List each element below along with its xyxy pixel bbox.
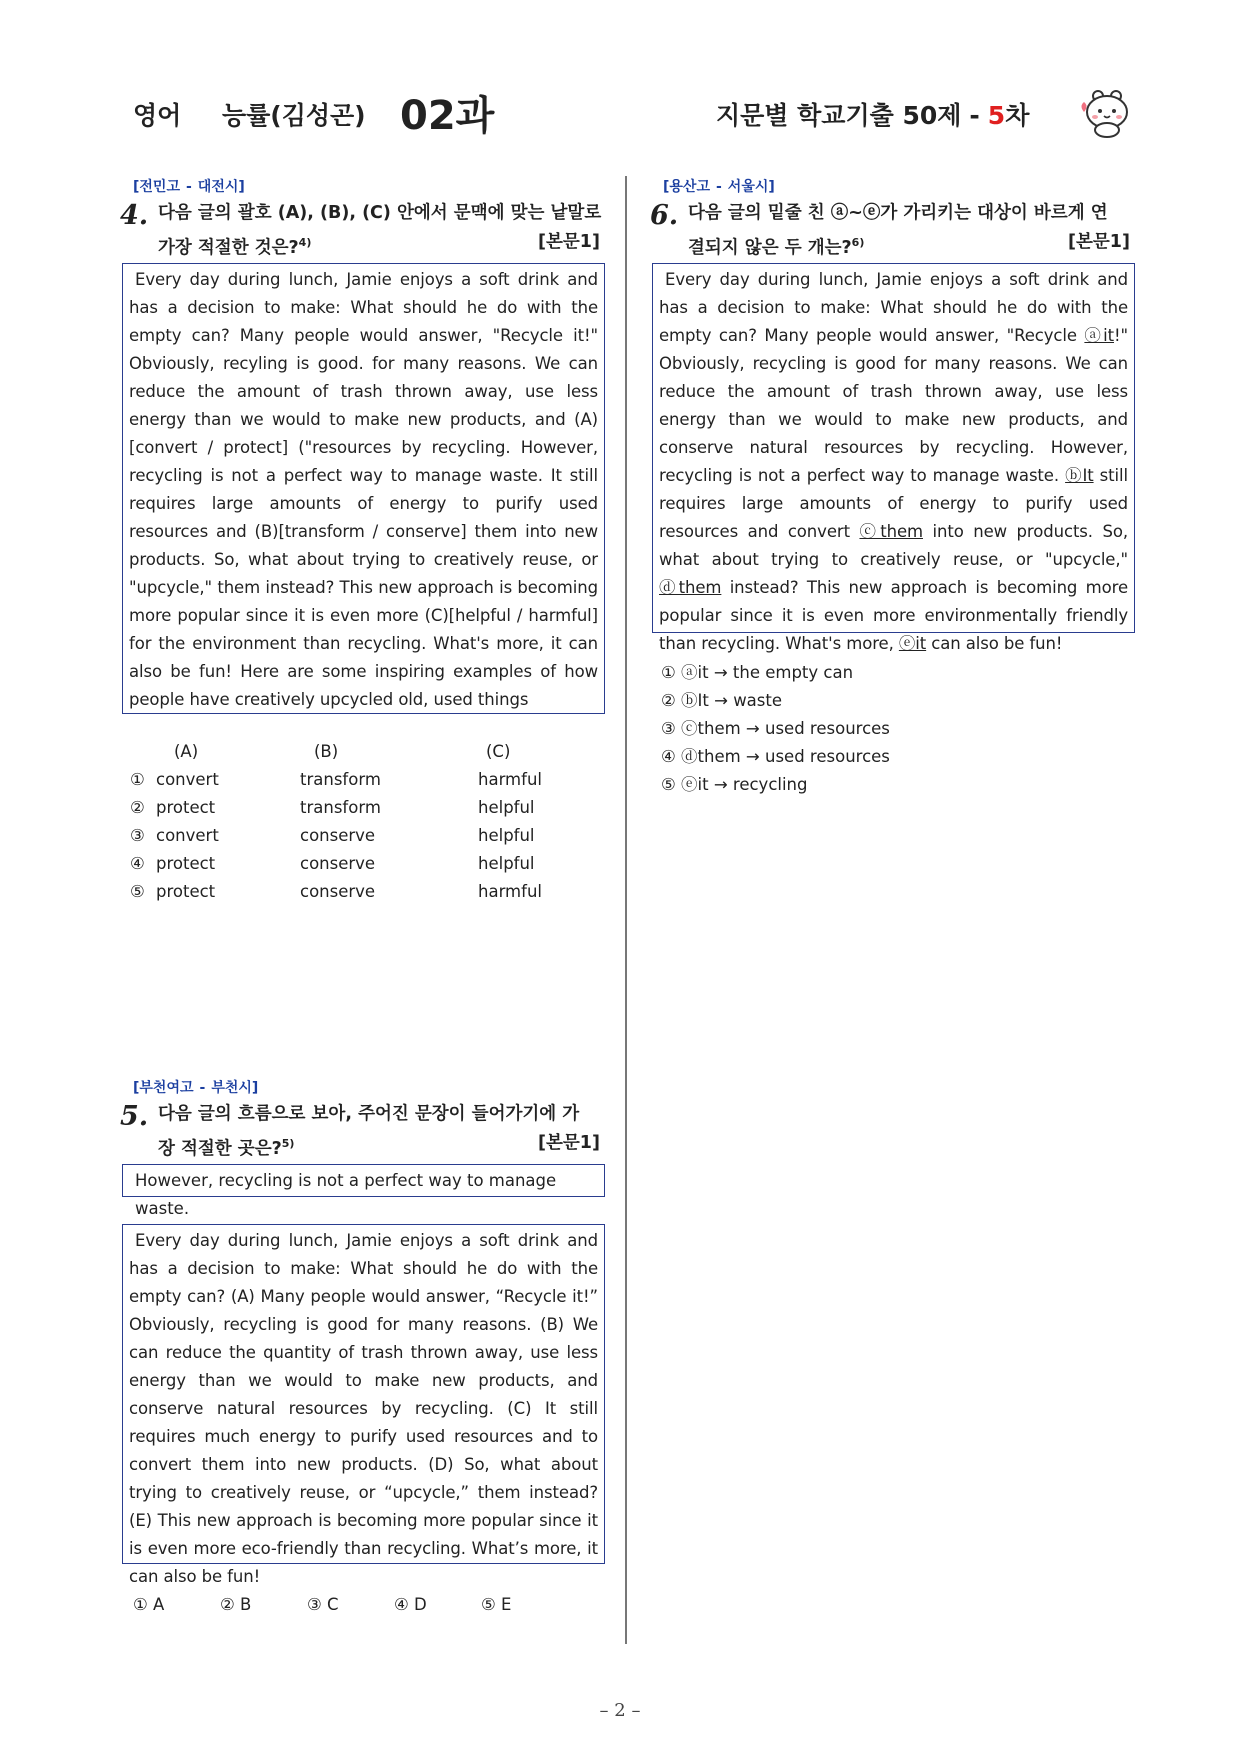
header-lesson: 02과 [400,93,495,139]
q4-source-city: 대전시] [197,179,245,195]
q6-option-1[interactable]: ① ⓐit → the empty can [661,663,854,682]
q4-number: 4. [120,200,149,231]
q5-passage-box [122,1224,605,1586]
q6-tag: [본문1] [1068,232,1130,252]
q5-tag: [본문1] [538,1133,600,1153]
q6-stem-line1: 다음 글의 밑줄 친 ⓐ~ⓔ가 가리키는 대상이 바르게 연 [688,203,1108,223]
q5-given-sentence: However, recycling is not a perfect way to manage waste. [122,1164,605,1197]
q4-option-num: ⑤ [130,882,145,901]
q4-option-c: helpful [478,798,535,817]
q6-marker-e: ⓔit [898,634,927,653]
q4-option-4[interactable] [130,854,550,882]
q4-option-a: convert [156,826,219,845]
q5-option-1[interactable]: ① A [133,1595,165,1614]
q4-col-header-a: (A) [174,742,199,761]
q5-stem-line2: 장 적절한 곳은? [158,1138,282,1159]
q4-col-header-b: (B) [314,742,339,761]
q6-source-city: 서울시] [727,179,775,195]
q4-option-a: protect [156,854,216,873]
q4-option-a: protect [156,882,216,901]
q6-option-4[interactable]: ④ ⓓthem → used resources [661,747,890,766]
header-round-number: 5 [987,101,1006,130]
q6-source-school: [용산고 [663,179,710,195]
page-number: – 2 – [599,1700,641,1721]
q6-passage-part5: instead? This new approach is becoming more popular since it is even more environmentally friendly than recycling. What's more, [659,578,1128,653]
q6-option-2[interactable]: ② ⓑIt → waste [661,691,783,710]
q4-option-num: ② [130,798,145,817]
column-divider [625,176,627,1644]
q4-passage-text: Every day during lunch, Jamie enjoys a soft drink and has a decision to make: What should he do with the empty can? Many people would answer, "Recycle it!" Obviously, recyling is good. for many reasons. We can reduce the amount of trash thrown away, use less energy than we would to make new products, and (A)[convert / protect] ("resources by recycling. However, recycling is not a perfect way to manage waste. It still requires large amounts of energy to purify used resources and (B)[transform / conserve] them into new products. So, what about trying to creatively reuse, or "upcycle," them instead? This new approach is becoming more popular since it is even more (C)[helpful / harmful] for the environment than recycling. What's more, it can also be fun! Here are some inspiring examples of how people have creatively upcycled old, used things [129,270,598,709]
q5-passage-text: Every day during lunch, Jamie enjoys a soft drink and has a decision to make: What should he do with the empty can? (A) Many people would answer, “Recycle it!” Obviously, recycling is good for many reasons. (B) We can reduce the quantity of trash thrown away, use less energy than we would to make new products, and conserve natural resources by recycling. (C) It still requires much energy to purify used resources and to convert them into new products. (D) So, what about trying to creatively reuse, or “upcycle,” them instead? (E) This new approach is becoming more popular since it is even more eco-friendly than recycling. What’s more, it can also be fun! [129,1231,598,1586]
q4-option-num: ③ [130,826,145,845]
q4-passage [123,264,604,714]
q4-option-b: transform [300,798,381,817]
q6-passage-part4: into new products. So, what about trying to creatively reuse, or "upcycle," [659,522,1128,569]
q6-option-5[interactable]: ⑤ ⓔit → recycling [661,775,808,794]
q5-source: [부천여고 - 부천시] [133,1080,259,1096]
header-round-suffix: 차 [1005,101,1030,130]
q4-passage-box [122,263,605,714]
q4-option-a: convert [156,770,219,789]
q6-stem-line2: 결되지 않은 두 개는? [688,237,852,258]
header-title: 지문별 학교기출 50제 [716,101,962,130]
header-title-group [716,96,1029,132]
q4-option-2[interactable] [130,798,550,826]
q4-option-headers [130,742,550,770]
q6-footnote: 6) [851,236,865,249]
q6-source: [용산고 - 서울시] [663,179,775,195]
q6-passage-box [652,263,1135,653]
q6-marker-b: ⓑIt [1065,466,1094,485]
q6-marker-a: ⓐit [1084,326,1114,345]
q6-number: 6. [650,200,679,231]
q6-marker-c: ⓒthem [859,522,923,541]
q4-option-b: conserve [300,854,376,873]
q4-option-1[interactable] [130,770,550,798]
header-dash: - [969,101,980,130]
header-subject: 영어 [133,101,182,130]
q4-stem-line2: 가장 적절한 것은? [158,237,299,258]
q4-option-3[interactable] [130,826,550,854]
q4-source-school: [전민고 [133,179,180,195]
q4-footnote: 4) [298,236,312,249]
q4-option-c: harmful [478,770,542,789]
q6-passage-text [659,266,1128,658]
q5-passage [123,1225,604,1591]
q5-footnote: 5) [281,1137,295,1150]
q5-option-5[interactable]: ⑤ E [481,1595,512,1614]
q4-option-c: helpful [478,826,535,845]
q4-option-a: protect [156,798,216,817]
q4-tag: [본문1] [538,232,600,252]
q5-option-4[interactable]: ④ D [394,1595,427,1614]
q4-option-b: conserve [300,826,376,845]
q5-option-3[interactable]: ③ C [307,1595,339,1614]
q5-number: 5. [120,1101,149,1132]
q4-option-b: conserve [300,882,376,901]
q6-marker-d: ⓓthem [659,578,722,597]
q6-passage-part1: Every day during lunch, Jamie enjoys a soft drink and has a decision to make: What should he do with the empty can? Many people would answer, "Recycle [659,270,1128,345]
q4-stem-line1: 다음 글의 괄호 (A), (B), (C) 안에서 문맥에 맞는 낱말로 [158,203,602,223]
q4-option-5[interactable] [130,882,550,910]
header-book: 능률(김성곤) [222,101,366,130]
q6-passage-part2: !" Obviously, recycling is good for many reasons. We can reduce the amount of trash thrown away, use less energy than we would to make new products, and conserve natural resources by recycling. However, recycling is not a perfect way to manage waste. [659,326,1128,485]
q5-source-city: 부천시] [211,1080,259,1096]
q4-option-num: ④ [130,854,145,873]
q4-source: [전민고 - 대전시] [133,179,245,195]
q6-option-3[interactable]: ③ ⓒthem → used resources [661,719,890,738]
q4-option-c: harmful [478,882,542,901]
q6-passage-part6: can also be fun! [926,634,1063,653]
q5-source-school: [부천여고 [133,1080,194,1096]
q6-passage [653,264,1134,658]
q4-col-header-c: (C) [486,742,511,761]
q4-option-num: ① [130,770,145,789]
q5-stem-line1: 다음 글의 흐름으로 보아, 주어진 문장이 들어가기에 가 [158,1104,580,1124]
q4-option-c: helpful [478,854,535,873]
q5-option-2[interactable]: ② B [220,1595,252,1614]
cute-bear-mascot-icon [1078,86,1134,138]
q4-option-b: transform [300,770,381,789]
q6-passage-part3: still requires large amounts of energy to purify used resources and convert [659,466,1128,541]
